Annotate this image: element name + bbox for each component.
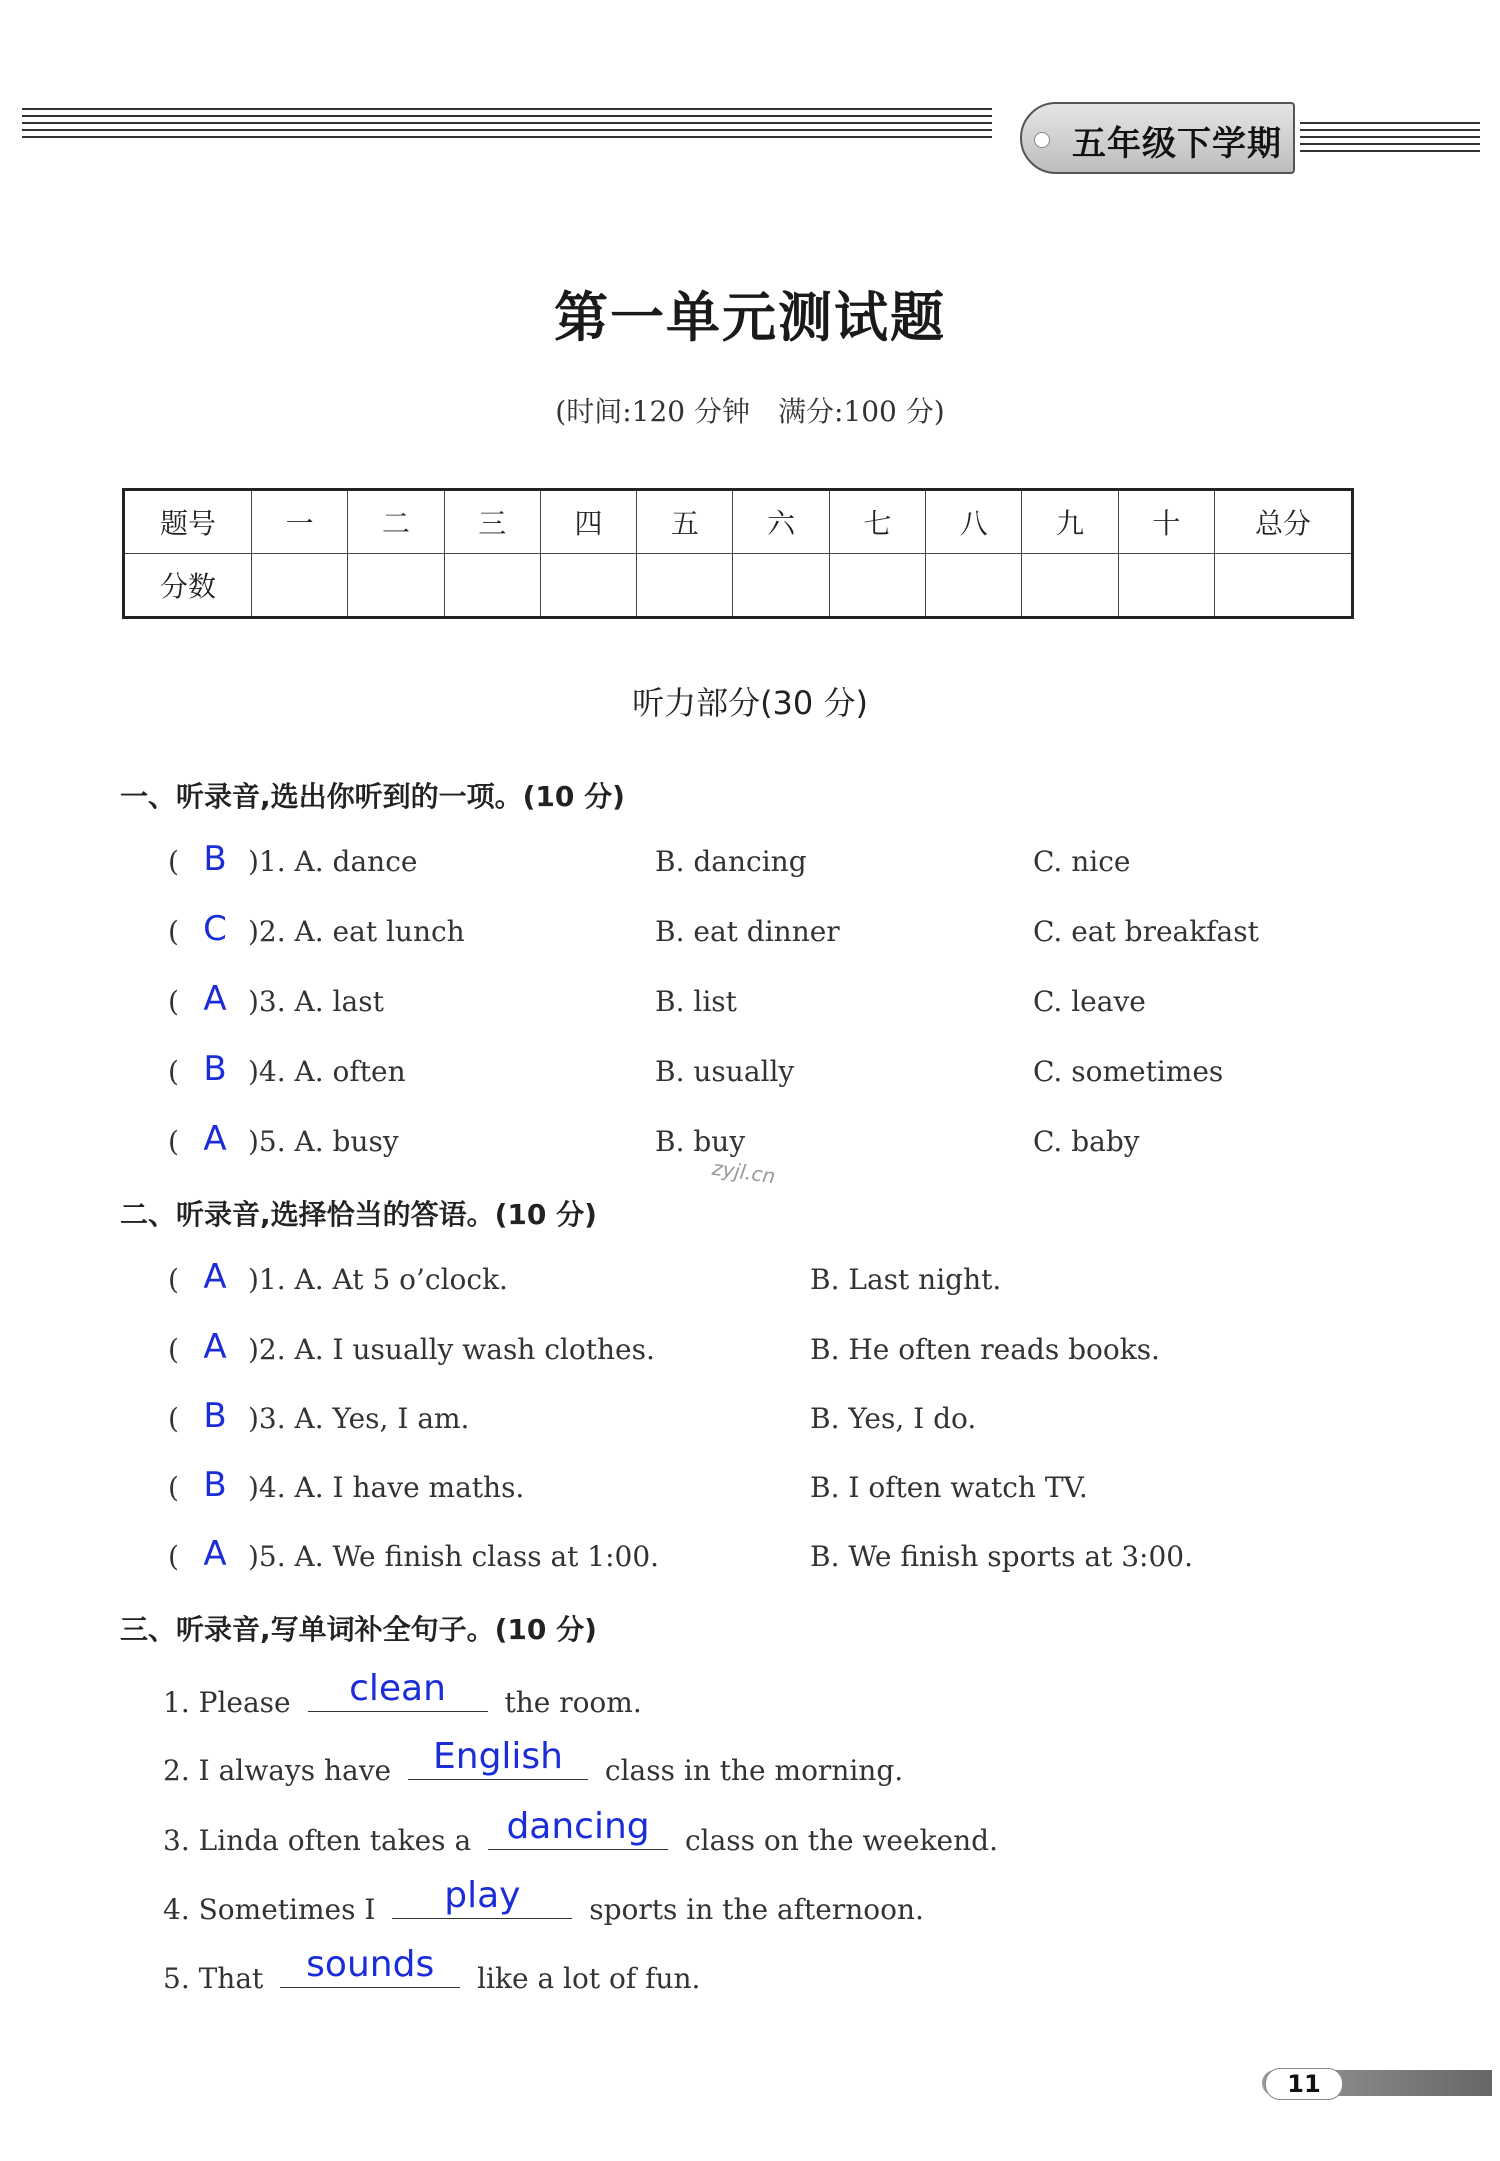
answer-mark[interactable]: A — [203, 1534, 227, 1574]
sentence-end: the room. — [504, 1686, 642, 1719]
option-a: )3. A. last — [248, 985, 384, 1018]
fill-answer: English — [433, 1736, 563, 1777]
score-cell: 五 — [637, 490, 733, 554]
fill-sentence — [163, 1806, 998, 1857]
option-b: B. We finish sports at 3:00. — [810, 1540, 1193, 1573]
option-b: B. He often reads books. — [810, 1333, 1160, 1366]
part2-item: ( B )4. A. I have maths. B. I often watch TV. — [168, 1465, 1088, 1505]
score-cell: 一 — [252, 490, 348, 554]
header-stripes-left — [22, 108, 992, 158]
score-table-header-row — [124, 490, 1353, 554]
score-cell: 二 — [348, 490, 444, 554]
fill-blank[interactable] — [308, 1668, 488, 1712]
part1-item: ( B )4. A. often B. usually C. sometimes — [168, 1049, 1224, 1089]
score-cell: 总分 — [1215, 490, 1353, 554]
answer-mark[interactable]: A — [203, 979, 227, 1019]
fill-sentence — [163, 1944, 701, 1995]
fill-answer: dancing — [506, 1806, 650, 1847]
answer-mark[interactable]: B — [203, 1049, 227, 1089]
fill-sentence — [163, 1875, 924, 1926]
grade-badge — [1020, 102, 1295, 174]
sentence-start: 4. Sometimes I — [163, 1893, 376, 1926]
fill-blank[interactable] — [488, 1806, 668, 1850]
watermark: zyjl.cn — [710, 1155, 777, 1189]
score-blank-cell[interactable] — [540, 554, 636, 618]
score-cell: 题号 — [124, 490, 252, 554]
sentence-end: class in the morning. — [604, 1754, 904, 1787]
part3-heading: 三、听录音,写单词补全句子。(10 分) — [120, 1613, 597, 1646]
score-blank-cell[interactable] — [1215, 554, 1353, 618]
part1-item: ( C )2. A. eat lunch B. eat dinner C. eat breakfast — [168, 909, 1259, 949]
score-blank-cell[interactable] — [348, 554, 444, 618]
option-a: )1. A. At 5 o’clock. — [248, 1263, 508, 1296]
listening-section-title: 听力部分(30 分) — [632, 684, 868, 722]
part1-heading: 一、听录音,选出你听到的一项。(10 分) — [120, 780, 625, 813]
score-table-score-row — [124, 554, 1353, 618]
score-cell: 三 — [444, 490, 540, 554]
part1-item: ( A )3. A. last B. list C. leave — [168, 979, 1146, 1019]
option-a: )4. A. I have maths. — [248, 1471, 525, 1504]
score-cell: 八 — [926, 490, 1022, 554]
part1-item: ( A )5. A. busy B. buy C. baby — [168, 1119, 1140, 1159]
header-stripes-right — [1300, 122, 1480, 162]
option-a: )2. A. eat lunch — [248, 915, 465, 948]
answer-mark[interactable]: B — [203, 839, 227, 879]
option-b: B. dancing — [655, 845, 807, 878]
option-a: )4. A. often — [248, 1055, 406, 1088]
answer-mark[interactable]: C — [203, 909, 227, 949]
option-a: )3. A. Yes, I am. — [248, 1402, 470, 1435]
score-blank-cell[interactable] — [444, 554, 540, 618]
answer-mark[interactable]: A — [203, 1327, 227, 1367]
score-cell: 七 — [829, 490, 925, 554]
score-blank-cell[interactable] — [926, 554, 1022, 618]
option-b: B. Yes, I do. — [810, 1402, 977, 1435]
grade-label: 五年级下学期 — [1072, 124, 1282, 164]
option-b: B. usually — [655, 1055, 795, 1088]
option-b: B. list — [655, 985, 737, 1018]
part2-item: ( B )3. A. Yes, I am. B. Yes, I do. — [168, 1396, 977, 1436]
fill-blank[interactable] — [408, 1736, 588, 1780]
option-a: )5. A. We finish class at 1:00. — [248, 1540, 660, 1573]
sentence-end: like a lot of fun. — [477, 1962, 701, 1995]
score-blank-cell[interactable] — [637, 554, 733, 618]
option-c: C. sometimes — [1033, 1055, 1224, 1088]
score-cell: 九 — [1022, 490, 1118, 554]
option-b: B. buy — [655, 1125, 746, 1158]
score-blank-cell[interactable] — [1118, 554, 1214, 618]
answer-mark[interactable]: B — [203, 1396, 227, 1436]
score-blank-cell[interactable] — [1022, 554, 1118, 618]
fill-blank[interactable] — [280, 1944, 460, 1988]
answer-mark[interactable]: A — [203, 1119, 227, 1159]
page-title: 第一单元测试题 — [554, 285, 946, 349]
option-b: B. I often watch TV. — [810, 1471, 1088, 1504]
option-a: )1. A. dance — [248, 845, 418, 878]
fill-sentence — [163, 1668, 642, 1719]
fill-sentence — [163, 1736, 904, 1787]
option-b: B. eat dinner — [655, 915, 840, 948]
option-c: C. baby — [1033, 1125, 1140, 1158]
option-c: C. nice — [1033, 845, 1131, 878]
score-cell: 四 — [540, 490, 636, 554]
sentence-start: 1. Please — [163, 1686, 291, 1719]
option-c: C. leave — [1033, 985, 1146, 1018]
score-blank-cell[interactable] — [252, 554, 348, 618]
part1-item: ( B )1. A. dance B. dancing C. nice — [168, 839, 1131, 879]
fill-answer: play — [444, 1875, 521, 1916]
score-table — [122, 488, 1354, 619]
score-row-label: 分数 — [124, 554, 252, 618]
sentence-start: 2. I always have — [163, 1754, 392, 1787]
fill-answer: sounds — [306, 1944, 435, 1985]
option-a: )2. A. I usually wash clothes. — [248, 1333, 655, 1366]
part2-item: ( A )5. A. We finish class at 1:00. B. We finish sports at 3:00. — [168, 1534, 1193, 1574]
answer-mark[interactable]: B — [203, 1465, 227, 1505]
fill-answer: clean — [349, 1668, 446, 1709]
option-b: B. Last night. — [810, 1263, 1002, 1296]
page-subtitle: (时间:120 分钟 满分:100 分) — [555, 395, 945, 428]
option-a: )5. A. busy — [248, 1125, 399, 1158]
option-c: C. eat breakfast — [1033, 915, 1259, 948]
score-blank-cell[interactable] — [829, 554, 925, 618]
sentence-end: class on the weekend. — [684, 1824, 998, 1857]
part2-item: ( A )2. A. I usually wash clothes. B. He often reads books. — [168, 1327, 1160, 1367]
sentence-end: sports in the afternoon. — [589, 1893, 924, 1926]
fill-blank[interactable] — [392, 1875, 572, 1919]
sentence-start: 5. That — [163, 1962, 264, 1995]
badge-dot-icon — [1034, 132, 1050, 148]
sentence-start: 3. Linda often takes a — [163, 1824, 472, 1857]
part2-item: ( A )1. A. At 5 o’clock. B. Last night. — [168, 1257, 1002, 1297]
part2-heading: 二、听录音,选择恰当的答语。(10 分) — [120, 1198, 597, 1231]
page-number: 11 — [1265, 2068, 1343, 2100]
score-cell: 六 — [733, 490, 829, 554]
answer-mark[interactable]: A — [203, 1257, 227, 1297]
score-blank-cell[interactable] — [733, 554, 829, 618]
score-cell: 十 — [1118, 490, 1214, 554]
